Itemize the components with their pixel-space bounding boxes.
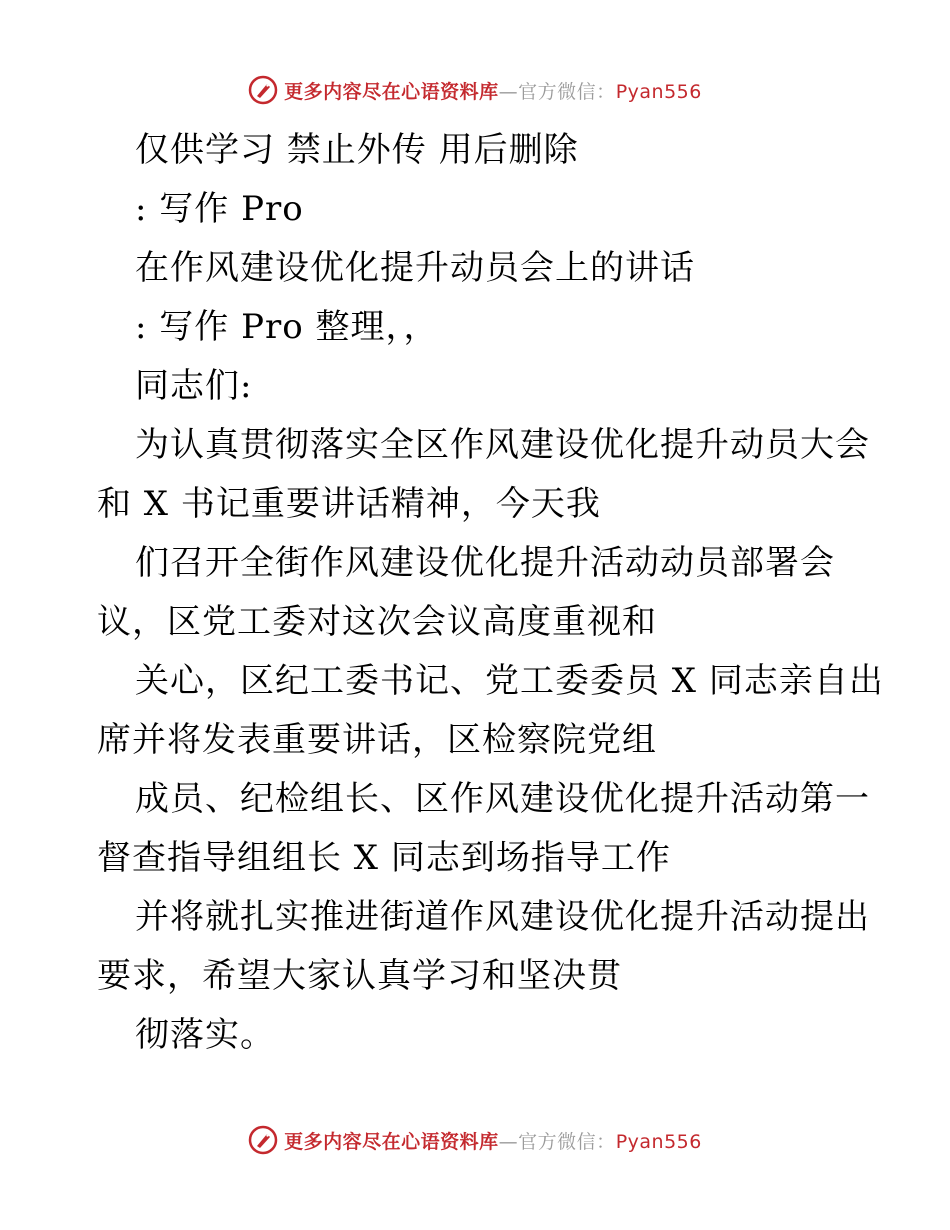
notice-line: 仅供学习 禁止外传 用后删除	[135, 130, 579, 170]
banner-dash: —	[498, 1130, 519, 1153]
paragraph-line: 督查指导组组长 X 同志到场指导工作	[97, 838, 671, 878]
paragraph-line: 并将就扎实推进街道作风建设优化提升活动提出	[135, 897, 870, 937]
paragraph-line: 和 X 书记重要讲话精神，今天我	[97, 484, 601, 524]
paragraph-line: 议，区党工委对这次会议高度重视和	[97, 602, 657, 642]
banner-text	[284, 1127, 702, 1154]
header-banner	[0, 70, 950, 110]
pen-nib-icon	[248, 1125, 278, 1155]
banner-contact: Pyan556	[615, 80, 702, 103]
paragraph-line: 要求，希望大家认真学习和坚决贯	[97, 956, 622, 996]
banner-dash: —	[498, 80, 519, 103]
source-line: : 写作 Pro	[135, 189, 304, 229]
paragraph-line: 为认真贯彻落实全区作风建设优化提升动员大会	[135, 425, 870, 465]
banner-label: 官方微信：	[518, 80, 616, 103]
paragraph-line: 成员、纪检组长、区作风建设优化提升活动第一	[135, 779, 870, 819]
banner-brand: 更多内容尽在心语资料库	[284, 80, 499, 103]
footer-banner	[0, 1120, 950, 1160]
paragraph-line: 彻落实。	[135, 1015, 275, 1055]
document-body	[97, 121, 884, 1065]
banner-text	[284, 77, 702, 104]
banner-brand: 更多内容尽在心语资料库	[284, 1130, 499, 1153]
compiler-line: : 写作 Pro 整理，，	[135, 307, 439, 347]
banner-label: 官方微信：	[518, 1130, 616, 1153]
document-title: 在作风建设优化提升动员会上的讲话	[135, 248, 695, 288]
pen-nib-icon	[248, 75, 278, 105]
salutation: 同志们:	[135, 366, 253, 406]
paragraph-line: 席并将发表重要讲话，区检察院党组	[97, 720, 657, 760]
paragraph-line: 关心，区纪工委书记、党工委委员 X 同志亲自出	[135, 661, 884, 701]
banner-contact: Pyan556	[615, 1130, 702, 1153]
paragraph-line: 们召开全街作风建设优化提升活动动员部署会	[135, 543, 835, 583]
